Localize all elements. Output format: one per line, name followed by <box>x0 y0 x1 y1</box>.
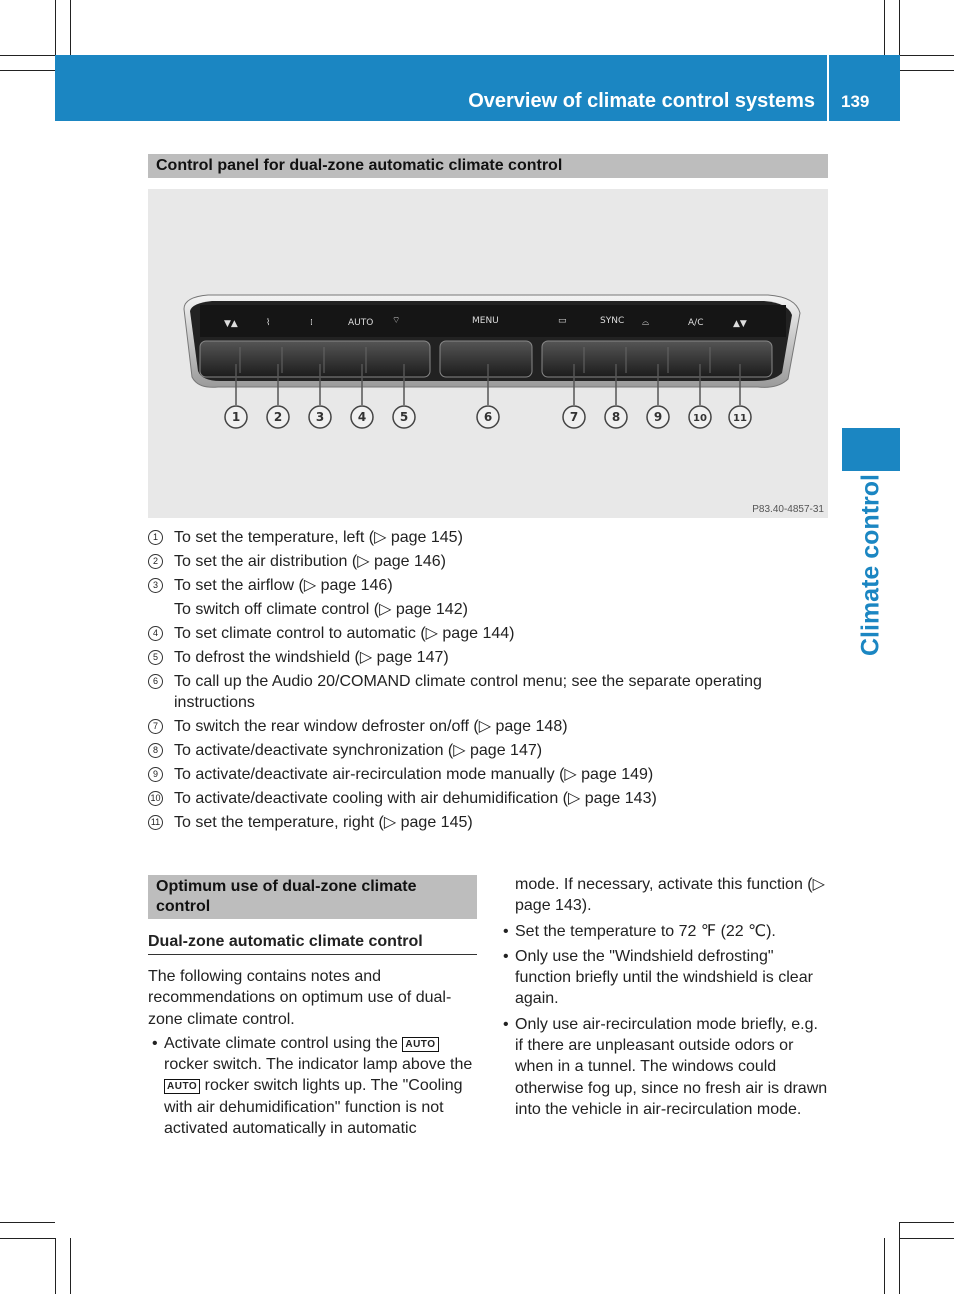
list-item <box>148 1033 478 1139</box>
recirculation-icon: ⌓ <box>642 318 650 328</box>
crop-mark <box>899 0 900 55</box>
ac-panel-label: A/C <box>688 318 704 328</box>
legend-text: To activate/deactivate cooling with air dehumidification (▷ page 143) <box>174 790 657 807</box>
callout-label: 8 <box>611 410 621 424</box>
legend-item <box>148 764 828 785</box>
crop-mark <box>55 1238 56 1294</box>
side-tab-label: Climate control <box>856 474 885 656</box>
legend-text: To call up the Audio 20/COMAND climate control menu; see the separate operating instructions <box>174 673 762 711</box>
legend-text: To switch the rear window defroster on/off (▷ page 148) <box>174 718 568 735</box>
figure-legend <box>148 527 828 836</box>
crop-mark <box>884 0 885 55</box>
intro-paragraph: The following contains notes and recommendations on optimum use of dual-zone climate control. <box>148 968 452 1028</box>
crop-mark <box>899 1222 900 1294</box>
legend-item <box>148 623 828 644</box>
callout-number: 5 <box>148 650 163 665</box>
crop-mark <box>55 0 56 55</box>
callout-label: 2 <box>273 410 283 424</box>
page-header-title: Overview of climate control systems <box>468 90 815 112</box>
callout-number: 11 <box>148 815 163 830</box>
legend-text: To set the temperature, right (▷ page 145) <box>174 814 473 831</box>
callout-label: 5 <box>399 410 409 424</box>
legend-item <box>148 575 828 596</box>
callout-label: 1 <box>231 410 241 424</box>
crop-mark <box>0 70 55 71</box>
legend-item <box>148 647 828 668</box>
rear-defrost-icon: ▭ <box>558 316 567 326</box>
callout-label: 4 <box>357 410 367 424</box>
callout-label: 3 <box>315 410 325 424</box>
legend-text: To activate/deactivate air-recirculation mode manually (▷ page 149) <box>174 766 654 783</box>
bullet-text: rocker switch. The indicator lamp above the <box>164 1056 473 1074</box>
callout-number: 8 <box>148 743 163 758</box>
page-number: 139 <box>841 92 870 111</box>
crop-mark <box>0 55 55 56</box>
callout-label: 9 <box>653 410 663 424</box>
callout-number: 6 <box>148 674 163 689</box>
crop-mark <box>70 1238 71 1294</box>
legend-item <box>148 740 828 761</box>
bullet-text: Activate climate control using the <box>164 1034 398 1052</box>
control-panel-figure <box>148 189 828 518</box>
bullet-text: rocker switch lights up. The "Cooling with air dehumidification" function is not activated automatically in automatic <box>164 1077 463 1138</box>
legend-text: To set climate control to automatic (▷ page 144) <box>174 625 515 642</box>
left-column <box>148 966 478 1143</box>
header-divider <box>827 55 829 121</box>
callout-number: 2 <box>148 554 163 569</box>
crop-mark <box>899 55 954 56</box>
auto-panel-label: AUTO <box>348 318 374 328</box>
auto-button-icon: AUTO <box>402 1037 438 1052</box>
air-distribution-icon: ⌇ <box>266 318 271 328</box>
callout-label: 6 <box>483 410 493 424</box>
callout-label: 10 <box>693 413 707 424</box>
crop-mark <box>0 1222 55 1223</box>
right-column <box>499 874 829 1124</box>
list-item: • Set the temperature to 72 ℉ (22 ℃). <box>499 921 829 942</box>
auto-button-icon: AUTO <box>164 1079 200 1094</box>
crop-mark <box>899 1238 954 1239</box>
legend-text: To activate/deactivate synchronization (▷ page 147) <box>174 742 543 759</box>
legend-item <box>148 527 828 548</box>
legend-item <box>148 671 828 713</box>
crop-mark <box>884 1238 885 1294</box>
callout-number: 1 <box>148 530 163 545</box>
callout-label: 7 <box>569 410 579 424</box>
crop-mark <box>899 70 954 71</box>
subheading: Dual-zone automatic climate control <box>148 933 477 955</box>
callout-number: 4 <box>148 626 163 641</box>
callout-number: 7 <box>148 719 163 734</box>
legend-text: To set the temperature, left (▷ page 145) <box>174 529 463 546</box>
temp-arrows-right-icon: ▲▼ <box>733 319 747 329</box>
figure-code: P83.40-4857-31 <box>752 504 824 515</box>
airflow-icon: ⁞ <box>310 318 313 328</box>
legend-text: To set the airflow (▷ page 146) <box>174 577 393 594</box>
crop-mark <box>899 1222 954 1223</box>
sync-panel-label: SYNC <box>600 316 625 326</box>
callout-number: 10 <box>148 791 163 806</box>
continued-paragraph: mode. If necessary, activate this function (▷ page 143). <box>515 876 825 915</box>
list-item: • Only use air-recirculation mode briefly, e.g. if there are unpleasant outside odors or when in a tunnel. The windows could otherwise fog up, since no fresh air is drawn into the vehicle in air-recirculation mode. <box>499 1014 829 1120</box>
callout-number: 9 <box>148 767 163 782</box>
callout-label: 11 <box>733 413 747 424</box>
legend-subtext: To switch off climate control (▷ page 142) <box>174 601 468 618</box>
legend-item <box>148 788 828 809</box>
list-item: • Only use the "Windshield defrosting" function briefly until the windshield is clear again. <box>499 946 829 1010</box>
temp-arrows-icon: ▼▲ <box>224 319 238 329</box>
section-heading: Control panel for dual-zone automatic climate control <box>148 154 828 178</box>
legend-text: To set the air distribution (▷ page 146) <box>174 553 447 570</box>
legend-text: To defrost the windshield (▷ page 147) <box>174 649 449 666</box>
crop-mark <box>0 1238 55 1239</box>
defrost-icon: ⌔ <box>392 316 401 326</box>
callout-number: 3 <box>148 578 163 593</box>
menu-panel-label: MENU <box>472 316 499 326</box>
section-heading-optimum: Optimum use of dual-zone climate control <box>148 875 477 919</box>
crop-mark <box>70 0 71 55</box>
side-tab-marker <box>842 428 900 471</box>
legend-item <box>148 812 828 833</box>
legend-item <box>148 716 828 737</box>
control-panel-illustration <box>148 189 828 518</box>
legend-item <box>148 551 828 572</box>
